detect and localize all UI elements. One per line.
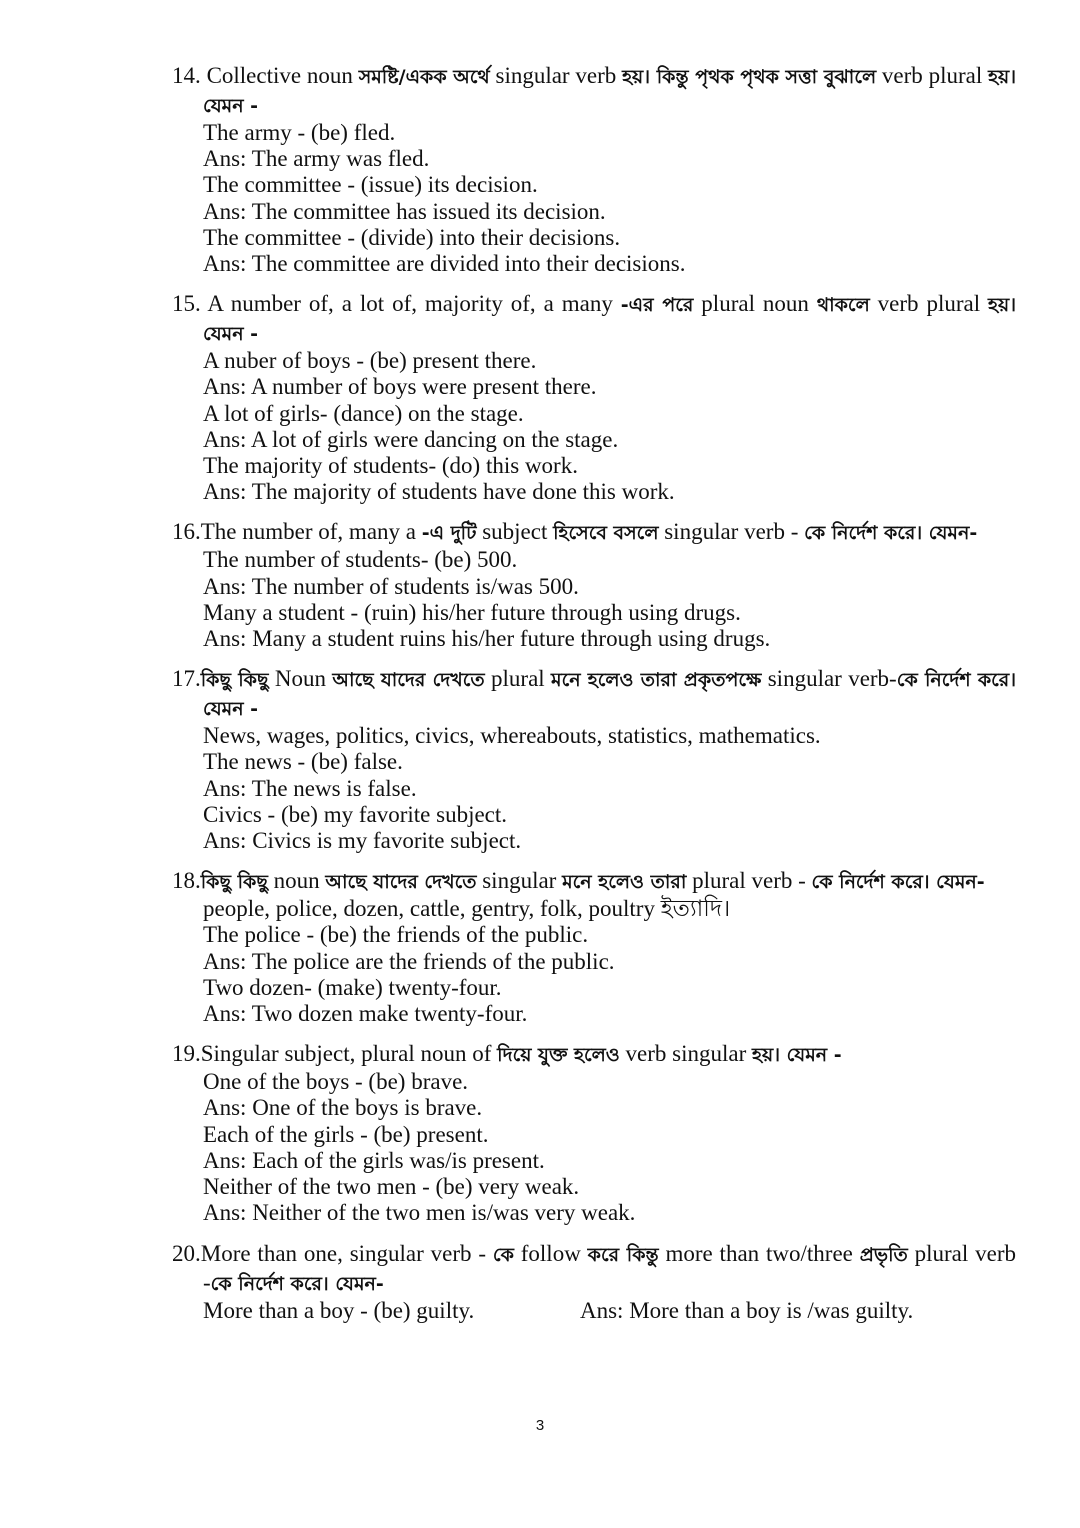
rule-18 (172, 867, 1016, 1027)
rule-20 (172, 1240, 1016, 1324)
example-line: Civics - (be) my favorite subject. (203, 801, 508, 827)
example-line: The committee - (issue) its decision. (203, 172, 538, 198)
answer-line: Ans: The committee has issued its decision. (203, 198, 606, 224)
example-line: More than a boy - (be) guilty. (203, 1297, 475, 1323)
example-list (172, 723, 1016, 854)
example-line: The police - (be) the friends of the public. (203, 922, 589, 948)
rule-16 (172, 518, 1016, 652)
example-line: The news - (be) false. (203, 749, 403, 775)
example-line: Two dozen- (make) twenty-four. (203, 974, 502, 1000)
example-line: The majority of students- (do) this work. (203, 453, 578, 479)
rule-heading: 17.কিছু কিছু Noun আছে যাদের দেখতে plural মনে হলেও তারা প্রকৃতপক্ষে singular verb-কে নির্দেশ করে। যেমন - (172, 666, 1016, 721)
answer-line: Ans: More than a boy is /was guilty. (580, 1297, 914, 1323)
rule-number: 20. (172, 1240, 201, 1266)
rule-19 (172, 1040, 1016, 1226)
rule-14 (172, 62, 1016, 277)
word-list-line: people, police, dozen, cattle, gentry, folk, poultry ইত্যাদি। (203, 896, 731, 922)
answer-line: Ans: Two dozen make twenty-four. (203, 1001, 528, 1027)
answer-line: Ans: A number of boys were present there. (203, 374, 597, 400)
rule-heading: 14. Collective noun সমষ্টি/একক অর্থে singular verb হয়। কিন্তু পৃথক পৃথক সত্তা বুঝালে verb plural হয়। যেমন - (172, 63, 1017, 117)
answer-line: Ans: The news is false. (203, 775, 417, 801)
word-list-line: News, wages, politics, civics, whereabouts, statistics, mathematics. (203, 723, 821, 749)
answer-line: Ans: The majority of students have done this work. (203, 479, 675, 505)
example-line: The army - (be) fled. (203, 120, 396, 145)
answer-line: Ans: One of the boys is brave. (203, 1095, 483, 1121)
answer-line: Ans: The police are the friends of the public. (203, 948, 615, 974)
example-line: A lot of girls- (dance) on the stage. (203, 400, 524, 426)
rule-number: 15. (172, 291, 201, 317)
rule-heading: 16.The number of, many a -এ দুটি subject হিসেবে বসলে singular verb - কে নির্দেশ করে। যেমন- (172, 519, 978, 545)
rule-heading: 15. A number of, a lot of, majority of, a many -এর পরে plural noun থাকলে verb plural হয়। যেমন - (172, 291, 1017, 346)
example-line: The committee - (divide) into their decisions. (203, 224, 621, 250)
rule-number: 18. (172, 868, 201, 894)
example-line: Each of the girls - (be) present. (203, 1121, 489, 1147)
example-pair (203, 1298, 1016, 1324)
answer-line: Ans: A lot of girls were dancing on the stage. (203, 426, 619, 452)
answer-line: Ans: The army was fled. (203, 146, 430, 172)
answer-line: Ans: The number of students is/was 500. (203, 573, 579, 599)
rule-15 (172, 290, 1016, 505)
example-list (172, 1298, 1016, 1324)
rule-number: 17. (172, 666, 201, 692)
answer-line: Ans: Civics is my favorite subject. (203, 828, 522, 854)
example-line: A nuber of boys - (be) present there. (203, 348, 537, 374)
answer-line: Ans: The committee are divided into their decisions. (203, 251, 686, 277)
rule-heading: 20.More than one, singular verb - কে follow করে কিন্তু more than two/three প্রভৃতি plural verb -কে নির্দেশ করে। যেমন- (172, 1240, 1016, 1295)
rule-number: 16. (172, 519, 201, 545)
answer-line: Ans: Many a student ruins his/her future through using drugs. (203, 626, 771, 652)
rule-heading: 18.কিছু কিছু noun আছে যাদের দেখতে singular মনে হলেও তারা plural verb - কে নির্দেশ করে। যেমন- (172, 868, 985, 894)
answer-line: Ans: Each of the girls was/is present. (203, 1147, 545, 1173)
example-list (172, 348, 1016, 505)
rule-number: 19. (172, 1041, 201, 1067)
rule-heading: 19.Singular subject, plural noun of দিয়ে যুক্ত হলেও verb singular হয়। যেমন - (172, 1041, 842, 1067)
rule-17 (172, 665, 1016, 854)
example-list (172, 896, 1016, 1027)
example-line: Many a student - (ruin) his/her future through using drugs. (203, 599, 741, 625)
page-number: 3 (535, 1417, 545, 1434)
example-list (172, 120, 1016, 277)
example-list (172, 1069, 1016, 1226)
rules-list (172, 62, 1016, 1337)
example-line: Neither of the two men - (be) very weak. (203, 1174, 580, 1200)
rule-number: 14. (172, 63, 201, 88)
example-line: The number of students- (be) 500. (203, 547, 518, 573)
example-list (172, 547, 1016, 652)
example-line: One of the boys - (be) brave. (203, 1069, 469, 1095)
answer-line: Ans: Neither of the two men is/was very weak. (203, 1200, 636, 1226)
